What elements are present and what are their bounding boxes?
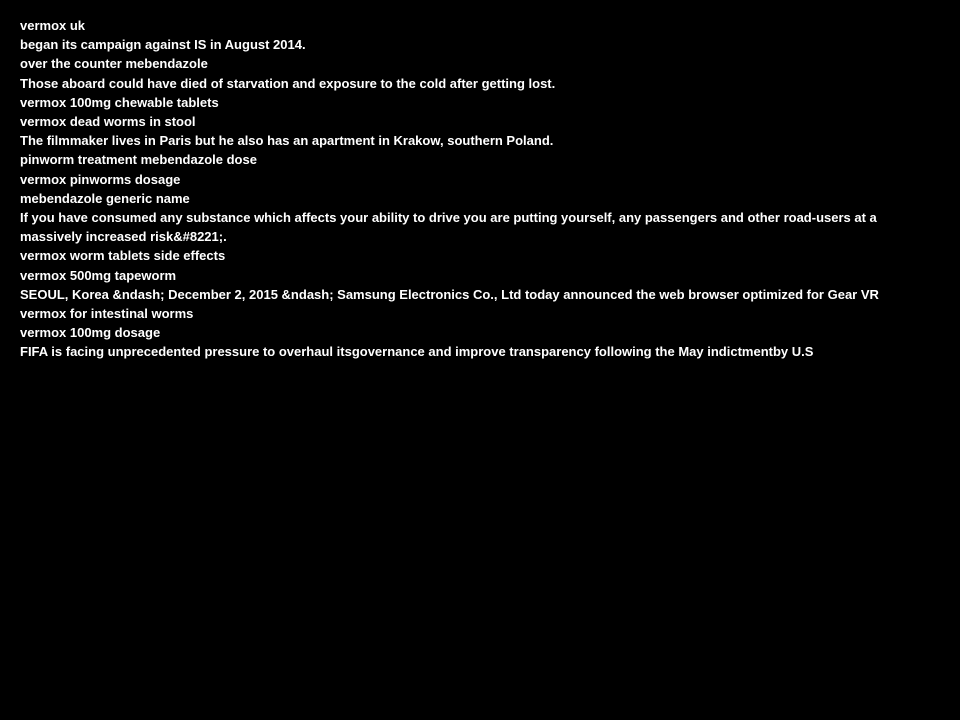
text-line: vermox for intestinal worms (20, 306, 194, 322)
text-line: pinworm treatment mebendazole dose (20, 152, 257, 168)
text-line: If you have consumed any substance which affects your ability to drive you are putting yourself, any passengers and other road-users at a massively increased risk&#8221;. (20, 210, 877, 245)
text-block (20, 16, 930, 362)
text-line: began its campaign against IS in August 2014. (20, 37, 306, 53)
text-line: vermox pinworms dosage (20, 171, 181, 187)
text-line: The filmmaker lives in Paris but he also has an apartment in Krakow, southern Poland. (20, 133, 554, 149)
text-line: SEOUL, Korea &ndash; December 2, 2015 &ndash; Samsung Electronics Co., Ltd today announced the web browser optimized for Gear VR (20, 286, 879, 302)
text-line: vermox dead worms in stool (20, 114, 196, 130)
text-line: vermox 100mg dosage (20, 325, 161, 341)
text-line: vermox uk (20, 18, 86, 33)
text-line: vermox 500mg tapeworm (20, 267, 177, 283)
text-line: Those aboard could have died of starvation and exposure to the cold after getting lost. (20, 75, 556, 91)
text-line: vermox worm tablets side effects (20, 248, 226, 264)
text-line: FIFA is facing unprecedented pressure to overhaul itsgovernance and improve transparency following the May indictmentby U.S (20, 344, 814, 360)
text-line: vermox 100mg chewable tablets (20, 94, 219, 110)
text-line: over the counter mebendazole (20, 56, 208, 72)
text-line: mebendazole generic name (20, 190, 190, 206)
